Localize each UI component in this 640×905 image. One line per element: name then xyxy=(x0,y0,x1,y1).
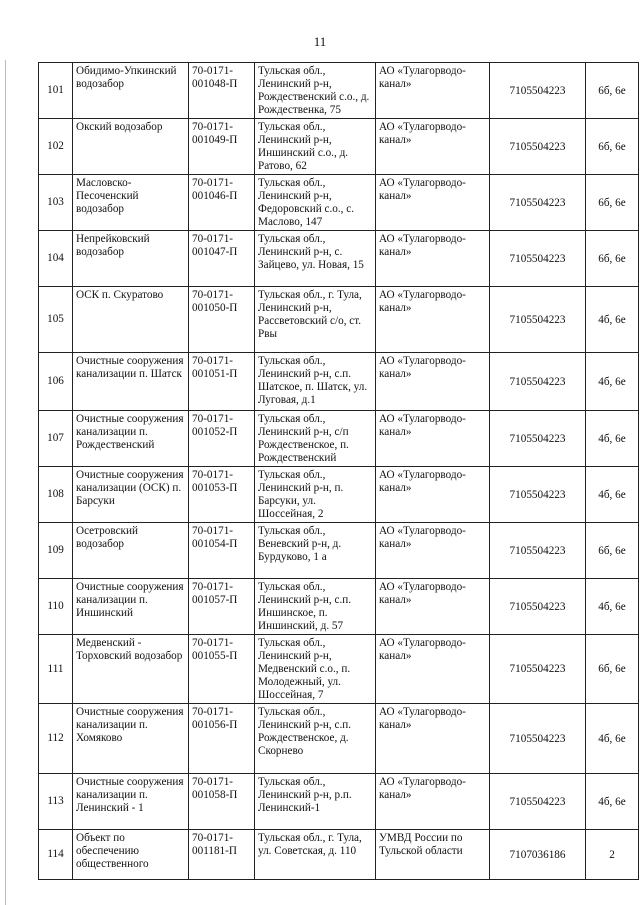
table-row xyxy=(39,467,639,523)
table-row xyxy=(39,231,639,287)
category-cell: 4б, 6е xyxy=(586,467,639,523)
category-cell: 6б, 6е xyxy=(586,635,639,704)
inn-cell: 7105504223 xyxy=(490,774,586,830)
table-row xyxy=(39,411,639,467)
object-code-cell: 70-0171-001181-П xyxy=(189,830,255,880)
object-name-cell: Медвенский - Торховский водозабор xyxy=(73,635,189,704)
inn-cell: 7105504223 xyxy=(490,523,586,579)
address-cell: Тульская обл., Ленинский р-н, с.п. Рождественское, д. Скорнево xyxy=(255,704,376,774)
address-cell: Тульская обл., Ленинский р-н, Рождественский с.о., д. Рождественка, 75 xyxy=(255,63,376,119)
scan-edge-line xyxy=(5,60,6,905)
inn-cell: 7105504223 xyxy=(490,704,586,774)
operator-cell: АО «Тулагорводо-канал» xyxy=(376,704,490,774)
category-cell: 4б, 6е xyxy=(586,287,639,353)
inn-cell: 7105504223 xyxy=(490,175,586,231)
address-cell: Тульская обл., Ленинский р-н, с. Зайцево, ул. Новая, 15 xyxy=(255,231,376,287)
table-row xyxy=(39,63,639,119)
inn-cell: 7105504223 xyxy=(490,467,586,523)
address-cell: Тульская обл., Ленинский р-н, Федоровский с.о., с. Маслово, 147 xyxy=(255,175,376,231)
inn-cell: 7105504223 xyxy=(490,411,586,467)
object-name-cell: ОСК п. Скуратово xyxy=(73,287,189,353)
table-row xyxy=(39,175,639,231)
object-code-cell: 70-0171-001046-П xyxy=(189,175,255,231)
table-row xyxy=(39,353,639,411)
operator-cell: АО «Тулагорводо-канал» xyxy=(376,119,490,175)
address-cell: Тульская обл., Ленинский р-н, с.п. Иншинское, п. Иншинский, д. 57 xyxy=(255,579,376,635)
object-code-cell: 70-0171-001049-П xyxy=(189,119,255,175)
object-code-cell: 70-0171-001050-П xyxy=(189,287,255,353)
address-cell: Тульская обл., Ленинский р-н, с/п Рождественское, п. Рождественский xyxy=(255,411,376,467)
address-cell: Тульская обл., Ленинский р-н, Медвенский с.о., п. Молодежный, ул. Шоссейная, 7 xyxy=(255,635,376,704)
registry-table xyxy=(38,62,639,880)
table-row xyxy=(39,523,639,579)
object-name-cell: Очистные сооружения канализации п. Шатск xyxy=(73,353,189,411)
inn-cell: 7105504223 xyxy=(490,231,586,287)
table-row xyxy=(39,287,639,353)
operator-cell: АО «Тулагорводо-канал» xyxy=(376,467,490,523)
object-code-cell: 70-0171-001052-П xyxy=(189,411,255,467)
table-row xyxy=(39,119,639,175)
table-row xyxy=(39,579,639,635)
row-number-cell: 111 xyxy=(39,635,73,704)
row-number-cell: 107 xyxy=(39,411,73,467)
address-cell: Тульская обл., Ленинский р-н, Иншинский с.о., д. Ратово, 62 xyxy=(255,119,376,175)
object-code-cell: 70-0171-001055-П xyxy=(189,635,255,704)
category-cell: 6б, 6е xyxy=(586,63,639,119)
category-cell: 6б, 6е xyxy=(586,119,639,175)
object-name-cell: Очистные сооружения канализации п. Ленинский - 1 xyxy=(73,774,189,830)
row-number-cell: 103 xyxy=(39,175,73,231)
object-code-cell: 70-0171-001053-П xyxy=(189,467,255,523)
operator-cell: АО «Тулагорводо-канал» xyxy=(376,411,490,467)
object-code-cell: 70-0171-001056-П xyxy=(189,704,255,774)
operator-cell: АО «Тулагорводо-канал» xyxy=(376,635,490,704)
category-cell: 6б, 6е xyxy=(586,523,639,579)
address-cell: Тульская обл., Ленинский р-н, с.п. Шатское, п. Шатск, ул. Луговая, д.1 xyxy=(255,353,376,411)
inn-cell: 7105504223 xyxy=(490,579,586,635)
object-code-cell: 70-0171-001054-П xyxy=(189,523,255,579)
category-cell: 4б, 6е xyxy=(586,704,639,774)
table-row xyxy=(39,704,639,774)
operator-cell: АО «Тулагорводо-канал» xyxy=(376,353,490,411)
object-name-cell: Объект по обеспечению общественного xyxy=(73,830,189,880)
category-cell: 4б, 6е xyxy=(586,774,639,830)
row-number-cell: 106 xyxy=(39,353,73,411)
object-name-cell: Очистные сооружения канализации п. Хомяково xyxy=(73,704,189,774)
operator-cell: АО «Тулагорводо-канал» xyxy=(376,579,490,635)
object-name-cell: Обидимо-Упкинский водозабор xyxy=(73,63,189,119)
object-name-cell: Очистные сооружения канализации п. Рождественский xyxy=(73,411,189,467)
row-number-cell: 102 xyxy=(39,119,73,175)
object-name-cell: Окский водозабор xyxy=(73,119,189,175)
inn-cell: 7105504223 xyxy=(490,353,586,411)
table-row xyxy=(39,635,639,704)
address-cell: Тульская обл., Ленинский р-н, р.п. Ленинский-1 xyxy=(255,774,376,830)
object-code-cell: 70-0171-001051-П xyxy=(189,353,255,411)
operator-cell: АО «Тулагорводо-канал» xyxy=(376,175,490,231)
row-number-cell: 110 xyxy=(39,579,73,635)
row-number-cell: 105 xyxy=(39,287,73,353)
operator-cell: АО «Тулагорводо-канал» xyxy=(376,63,490,119)
operator-cell: АО «Тулагорводо-канал» xyxy=(376,523,490,579)
object-name-cell: Осетровский водозабор xyxy=(73,523,189,579)
table-row xyxy=(39,774,639,830)
address-cell: Тульская обл., Ленинский р-н, п. Барсуки, ул. Шоссейная, 2 xyxy=(255,467,376,523)
object-name-cell: Очистные сооружения канализации п. Иншинский xyxy=(73,579,189,635)
address-cell: Тульская обл., г. Тула, ул. Советская, д. 110 xyxy=(255,830,376,880)
object-name-cell: Непрейковский водозабор xyxy=(73,231,189,287)
operator-cell: УМВД России по Тульской области xyxy=(376,830,490,880)
category-cell: 2 xyxy=(586,830,639,880)
object-code-cell: 70-0171-001047-П xyxy=(189,231,255,287)
category-cell: 6б, 6е xyxy=(586,231,639,287)
row-number-cell: 112 xyxy=(39,704,73,774)
row-number-cell: 114 xyxy=(39,830,73,880)
row-number-cell: 109 xyxy=(39,523,73,579)
operator-cell: АО «Тулагорводо-канал» xyxy=(376,231,490,287)
object-code-cell: 70-0171-001057-П xyxy=(189,579,255,635)
inn-cell: 7105504223 xyxy=(490,63,586,119)
operator-cell: АО «Тулагорводо-канал» xyxy=(376,774,490,830)
inn-cell: 7105504223 xyxy=(490,635,586,704)
object-code-cell: 70-0171-001048-П xyxy=(189,63,255,119)
object-name-cell: Очистные сооружения канализации (ОСК) п. Барсуки xyxy=(73,467,189,523)
row-number-cell: 101 xyxy=(39,63,73,119)
row-number-cell: 113 xyxy=(39,774,73,830)
inn-cell: 7105504223 xyxy=(490,287,586,353)
category-cell: 4б, 6е xyxy=(586,411,639,467)
object-code-cell: 70-0171-001058-П xyxy=(189,774,255,830)
address-cell: Тульская обл., Веневский р-н, д. Бурдуково, 1 а xyxy=(255,523,376,579)
category-cell: 4б, 6е xyxy=(586,579,639,635)
row-number-cell: 104 xyxy=(39,231,73,287)
category-cell: 6б, 6е xyxy=(586,175,639,231)
address-cell: Тульская обл., г. Тула, Ленинский р-н, Рассветовский с/о, ст. Рвы xyxy=(255,287,376,353)
table-row xyxy=(39,830,639,880)
page-number: 11 xyxy=(313,34,327,49)
inn-cell: 7105504223 xyxy=(490,119,586,175)
category-cell: 4б, 6е xyxy=(586,353,639,411)
registry-table-body xyxy=(39,63,639,880)
object-name-cell: Масловско-Песоченский водозабор xyxy=(73,175,189,231)
inn-cell: 7107036186 xyxy=(490,830,586,880)
operator-cell: АО «Тулагорводо-канал» xyxy=(376,287,490,353)
row-number-cell: 108 xyxy=(39,467,73,523)
